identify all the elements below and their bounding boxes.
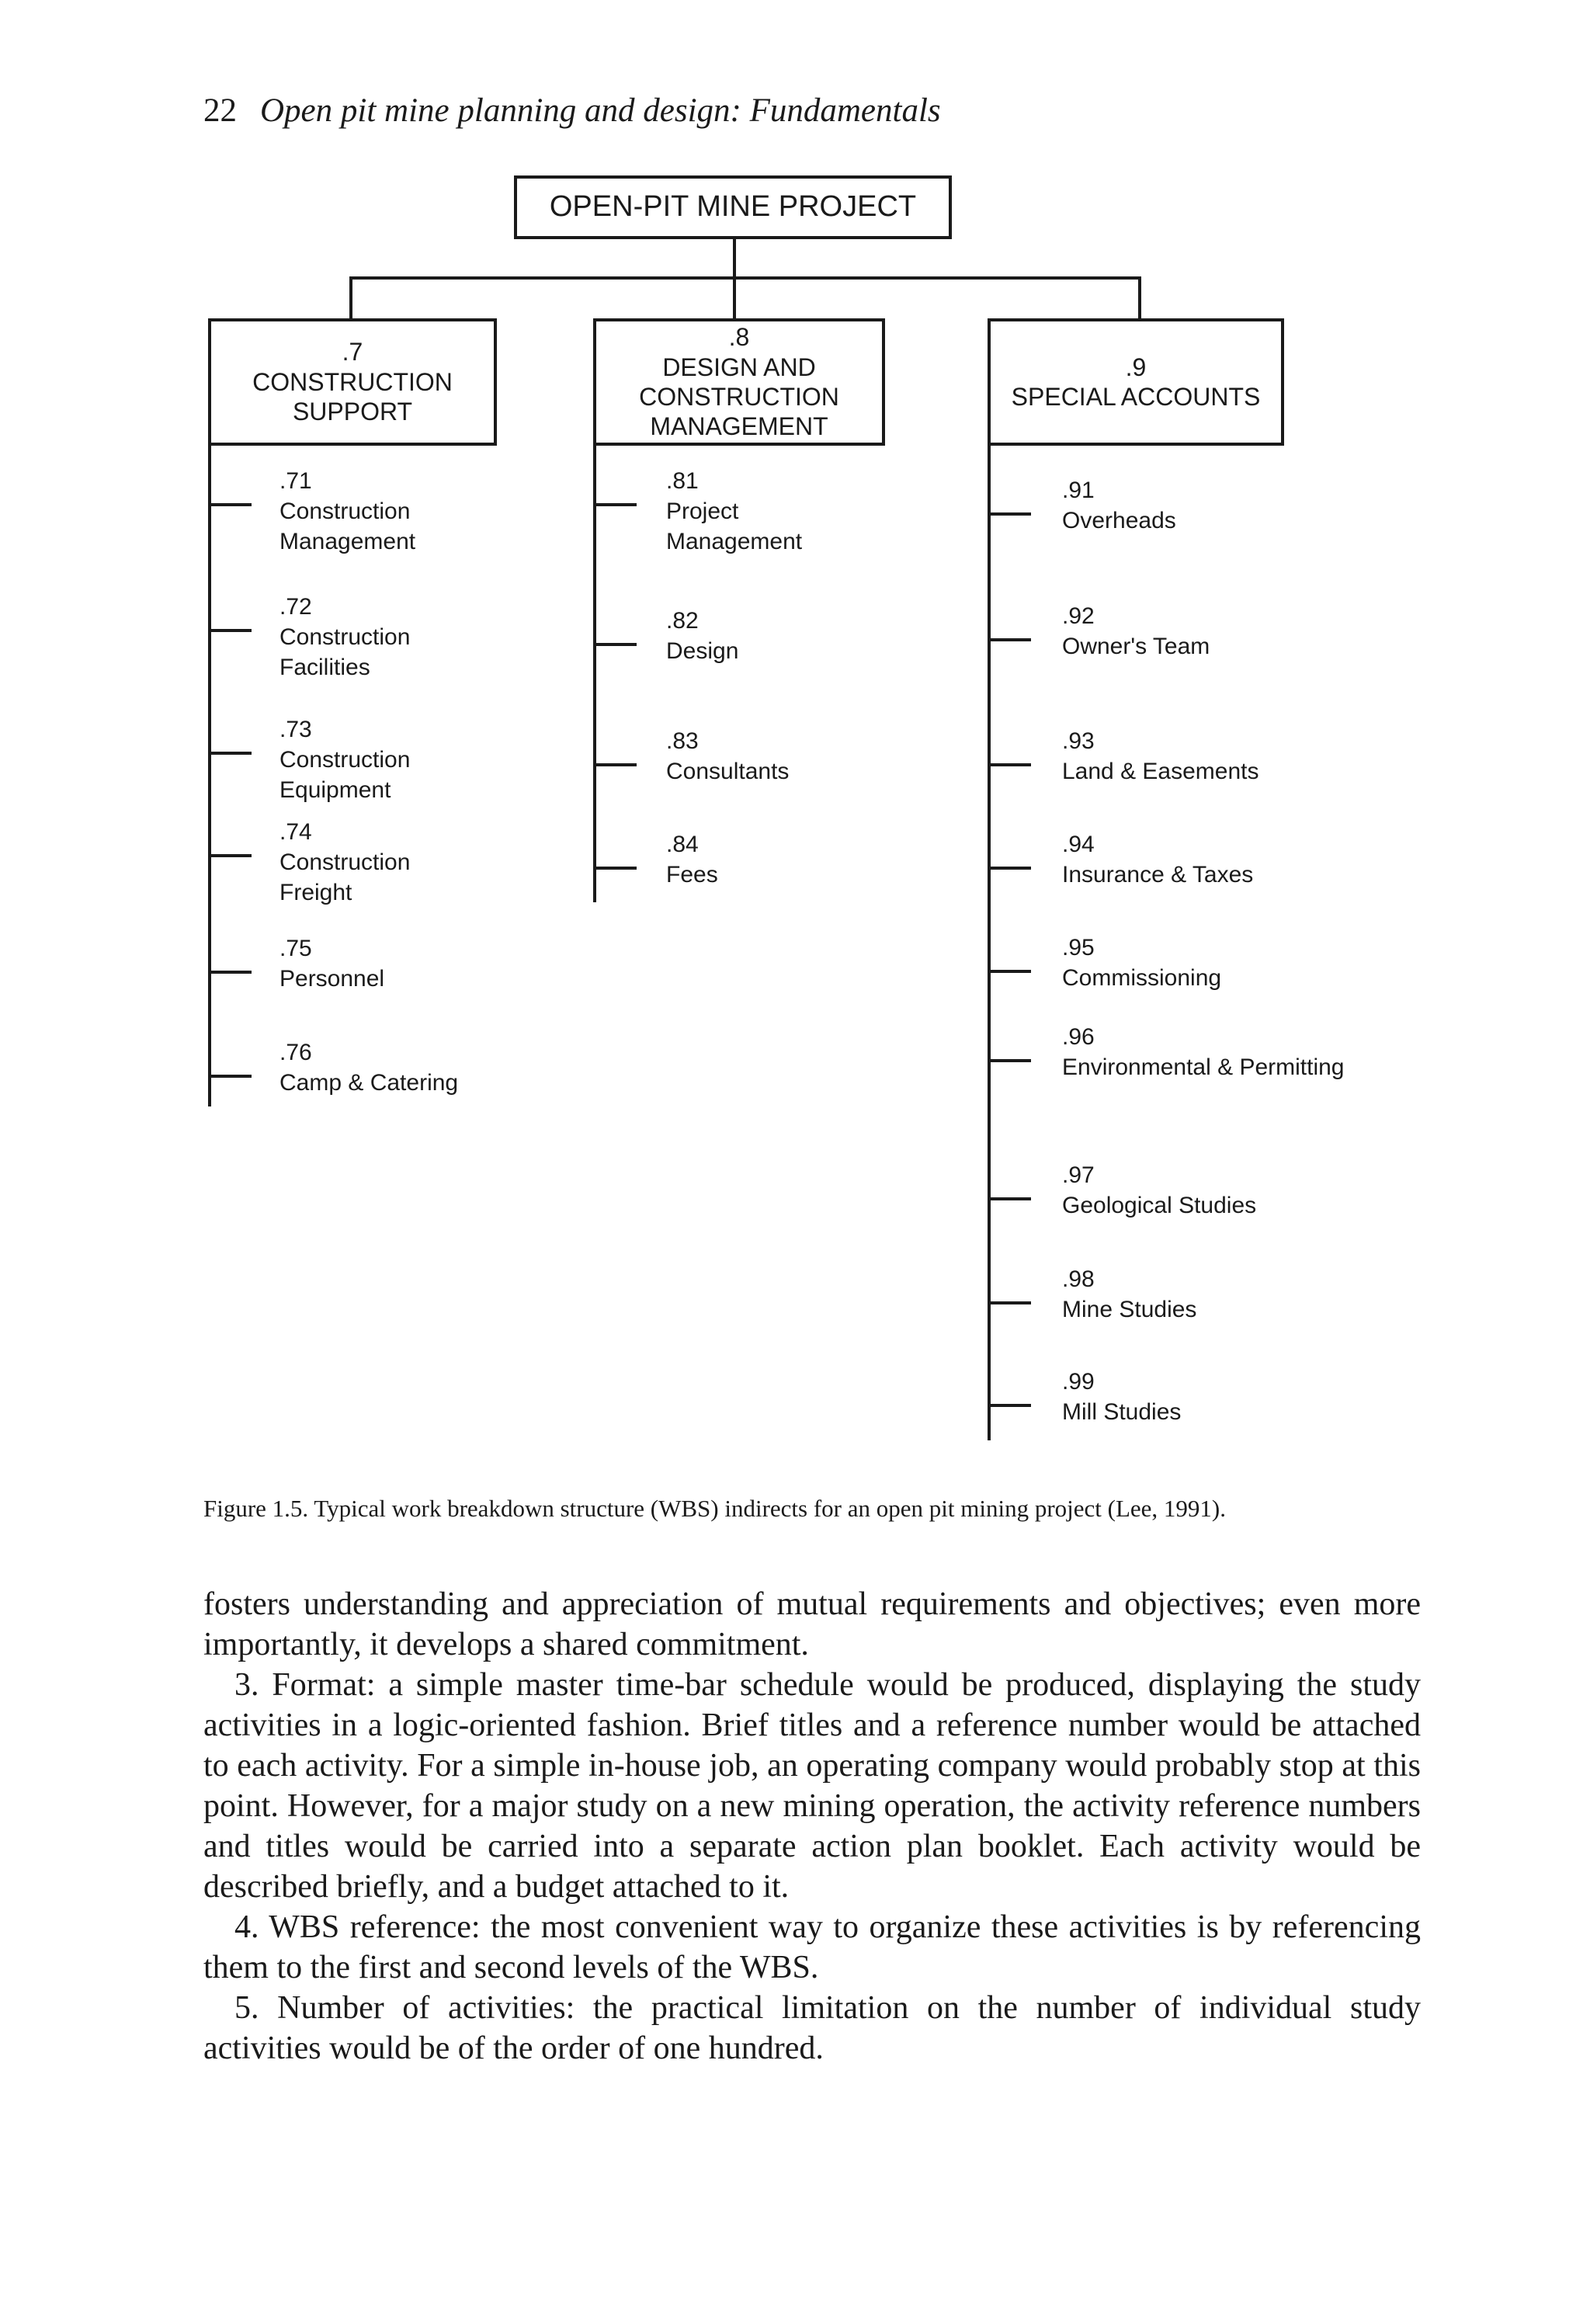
wbs-item-92 (1062, 601, 1210, 662)
branch-3-drop (1138, 276, 1141, 320)
wbs-item-84 (666, 829, 718, 890)
item-label: Land & Easements (1062, 759, 1259, 784)
item-label: Camp & Catering (279, 1070, 459, 1096)
item-code: .72 (279, 594, 312, 620)
wbs-item-73 (279, 714, 410, 805)
item-connector (593, 763, 637, 766)
item-label: Management (666, 529, 803, 554)
branch-box-7 (208, 318, 497, 446)
item-connector (208, 503, 252, 506)
running-subtitle: : Fundamentals (730, 92, 941, 129)
item-connector (988, 1059, 1031, 1062)
wbs-item-75 (279, 933, 384, 994)
item-code: .99 (1062, 1369, 1095, 1395)
root-box (514, 175, 952, 239)
item-label: Commissioning (1062, 965, 1222, 991)
item-connector (208, 629, 252, 632)
item-code: .92 (1062, 603, 1095, 629)
wbs-item-95 (1062, 933, 1221, 993)
item-code: .76 (279, 1040, 312, 1065)
wbs-item-96 (1062, 1022, 1345, 1082)
item-label: Fees (666, 862, 718, 888)
item-connector (988, 763, 1031, 766)
body-paragraph: 3. Format: a simple master time-bar schedule would be produced, displaying the study activities in a logic-oriented fashion. Brief titles and a reference number would be attached to each activity. For a simple in-house job, an operating company would probably stop at this point. However, for a major study on a new mining operation, the activity reference numbers and titles would be carried into a separate action plan booklet. Each activity would be described briefly, and a budget attached to it. (203, 1667, 1421, 1905)
item-label: Owner's Team (1062, 634, 1210, 659)
item-label: Equipment (279, 777, 391, 803)
item-label: Mine Studies (1062, 1297, 1197, 1322)
item-code: .91 (1062, 478, 1095, 503)
item-connector (208, 752, 252, 755)
item-connector (988, 1301, 1031, 1304)
item-connector (988, 1404, 1031, 1407)
wbs-item-91 (1062, 475, 1176, 536)
item-label: Insurance & Taxes (1062, 862, 1254, 888)
branch-code: .8 (728, 323, 750, 352)
wbs-item-99 (1062, 1367, 1181, 1427)
item-label: Construction (279, 849, 411, 875)
page-number: 22 (203, 92, 237, 129)
item-code: .93 (1062, 728, 1095, 754)
item-label: Management (279, 529, 416, 554)
item-code: .83 (666, 728, 699, 754)
item-connector (593, 643, 637, 646)
branch-spine (988, 446, 991, 1440)
item-connector (593, 503, 637, 506)
item-connector (208, 971, 252, 974)
wbs-item-97 (1062, 1160, 1256, 1221)
item-code: .71 (279, 468, 312, 494)
item-code: .82 (666, 608, 699, 634)
item-code: .75 (279, 936, 312, 961)
item-label: Construction (279, 498, 411, 524)
branch-connector (349, 276, 1140, 280)
item-label: Geological Studies (1062, 1193, 1257, 1218)
item-code: .96 (1062, 1024, 1095, 1050)
body-text (203, 1584, 1421, 2069)
item-label: Construction (279, 624, 411, 650)
body-paragraph: fosters understanding and appreciation of mutual requirements and objectives; even more importantly, it develops a shared commitment. (203, 1586, 1421, 1662)
wbs-item-98 (1062, 1264, 1196, 1325)
item-label: Overheads (1062, 508, 1176, 533)
branch-box-9 (988, 318, 1284, 446)
item-label: Construction (279, 747, 411, 773)
wbs-item-72 (279, 592, 410, 683)
item-connector (988, 970, 1031, 973)
wbs-item-94 (1062, 829, 1253, 890)
wbs-item-93 (1062, 726, 1259, 787)
branch-code: .7 (342, 338, 363, 366)
item-connector (988, 512, 1031, 516)
item-label: Project (666, 498, 739, 524)
branch-code: .9 (1125, 353, 1147, 381)
item-code: .74 (279, 819, 312, 845)
item-code: .95 (1062, 935, 1095, 961)
branch-title-line: CONSTRUCTION (639, 383, 839, 411)
root-title: OPEN-PIT MINE PROJECT (549, 190, 917, 224)
item-label: Design (666, 638, 739, 664)
item-code: .97 (1062, 1162, 1095, 1188)
branch-title-line: CONSTRUCTION (252, 367, 453, 396)
item-label: Mill Studies (1062, 1399, 1182, 1425)
item-label: Personnel (279, 966, 385, 992)
branch-title-line: DESIGN AND (662, 353, 816, 381)
item-connector (208, 1075, 252, 1078)
item-code: .98 (1062, 1266, 1095, 1292)
figure-caption: Figure 1.5. Typical work breakdown structure (WBS) indirects for an open pit mining project (Lee, 1991). (203, 1495, 1227, 1522)
body-paragraph: 4. WBS reference: the most convenient way to organize these activities is by referencing them to the first and second levels of the WBS. (203, 1909, 1421, 1985)
item-label: Consultants (666, 759, 790, 784)
item-connector (988, 867, 1031, 870)
item-connector (988, 1197, 1031, 1200)
item-label: Freight (279, 880, 352, 905)
item-connector (208, 854, 252, 857)
item-label: Facilities (279, 655, 370, 680)
wbs-item-81 (666, 466, 802, 557)
running-title: Open pit mine planning and design (260, 92, 731, 129)
branch-box-8 (593, 318, 885, 446)
wbs-item-83 (666, 726, 789, 787)
item-connector (593, 867, 637, 870)
branch-title-line: MANAGEMENT (650, 412, 828, 441)
item-code: .73 (279, 717, 312, 742)
branch-spine (208, 446, 211, 1106)
item-label: Environmental & Permitting (1062, 1054, 1345, 1080)
branch-title-line: SUPPORT (292, 398, 413, 426)
wbs-item-74 (279, 817, 410, 908)
body-paragraph: 5. Number of activities: the practical limitation on the number of individual study activities would be of the order of one hundred. (203, 1990, 1421, 2066)
branch-2-drop (733, 276, 736, 320)
wbs-item-71 (279, 466, 415, 557)
item-code: .84 (666, 832, 699, 857)
branch-title-line: SPECIAL ACCOUNTS (1011, 383, 1261, 411)
item-code: .81 (666, 468, 699, 494)
root-connector (733, 239, 736, 278)
branch-1-drop (349, 276, 352, 320)
wbs-item-82 (666, 606, 738, 666)
item-connector (988, 638, 1031, 641)
item-code: .94 (1062, 832, 1095, 857)
branch-spine (593, 446, 596, 902)
wbs-item-76 (279, 1037, 458, 1098)
